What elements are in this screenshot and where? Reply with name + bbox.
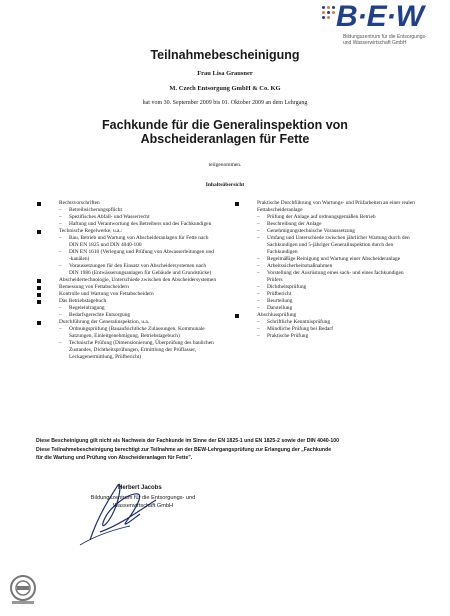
contents-text: Beurteilung: [267, 298, 293, 304]
dash-bullet-icon: –: [59, 263, 62, 269]
contents-item: [37, 298, 217, 305]
contents-text: Abscheidertechnologie, Unterschiede zwischen den Abscheidersystemen: [59, 277, 217, 283]
dash-bullet-icon: –: [257, 333, 260, 339]
square-bullet-icon: [37, 300, 41, 304]
contents-right-column: [235, 200, 420, 340]
contents-text: Darstellung: [267, 305, 293, 311]
contents-text: Arbeitssicherheitsmaßnahmen: [267, 263, 333, 269]
contents-text: Kontrolle und Wartung von Fettabscheidern: [59, 291, 154, 297]
contents-text: Beschreibung der Anlage: [267, 221, 322, 227]
contents-subitem: [235, 326, 420, 333]
contents-subitem: [37, 221, 217, 228]
contents-text: Bau, Betrieb und Wartung von Abscheideranlagen für Fette nach DIN EN 1825 und DIN 4040-100: [69, 235, 209, 248]
statement-line: Diese Teilnahmebescheinigung berechtigt zur Teilnahme an der BEW-Lehrgangsprüfung zur Erlangung der „Fachkunde: [36, 446, 332, 453]
logo-tagline: Bildungszentrum für die Entsorgungs- und Wasserwirtschaft GmbH: [343, 34, 427, 46]
contents-text: DIN EN 1610 (Verlegung und Prüfung von Abwasserleitungen und -kanälen): [69, 249, 214, 262]
contents-subitem: [235, 291, 420, 298]
dash-bullet-icon: –: [59, 340, 62, 346]
dash-bullet-icon: –: [257, 263, 260, 269]
contents-left-column: [37, 200, 217, 361]
contents-subitem: [235, 270, 420, 284]
contents-subitem: [37, 340, 217, 361]
contents-subitem: [235, 284, 420, 291]
contents-subitem: [37, 249, 217, 263]
dash-bullet-icon: –: [257, 326, 260, 332]
contents-text: Prüfbericht: [267, 291, 292, 297]
signer-name: Herbert Jacobs: [118, 485, 162, 491]
contents-item: [37, 228, 217, 235]
statement-line: für die Wartung und Prüfung von Abscheideranlagen für Fette".: [36, 455, 193, 461]
course-title: Fachkunde für die Generalinspektion von Abscheideranlagen für Fette: [102, 118, 348, 146]
dash-bullet-icon: –: [59, 326, 62, 332]
contents-subitem: [235, 319, 420, 326]
contents-item: [235, 200, 420, 214]
contents-text: Technische Prüfung (Dimensionierung, Überprüfung des baulichen Zustandes, Dichtheitsprüfungen, Ermittlung der Prüflasser, Leckagenermittlung, Prüfbericht): [69, 340, 214, 360]
contents-text: Bedarfsgerechte Entsorgung: [69, 312, 131, 318]
square-bullet-icon: [235, 314, 239, 318]
square-bullet-icon: [37, 279, 41, 283]
contents-subitem: [235, 228, 420, 235]
bew-logo: B·E·W: [336, 0, 424, 33]
contents-text: Praktische Durchführung von Wartungs- und Prüfarbeiten an einer realen Fettabscheideranlage: [257, 200, 415, 213]
contents-item: [37, 277, 217, 284]
contents-text: Spezifisches Abfall- und Wasserrecht: [69, 214, 150, 220]
contents-text: Durchführung der Generalinspektion, u.a.: [59, 319, 150, 325]
dash-bullet-icon: –: [59, 312, 62, 318]
square-bullet-icon: [37, 286, 41, 290]
contents-subitem: [37, 263, 217, 277]
contents-text: Technische Regelwerke, u.a.:: [59, 228, 123, 234]
legal-statement: [36, 437, 426, 463]
contents-subitem: [37, 312, 217, 319]
dash-bullet-icon: –: [257, 214, 260, 220]
contents-subitem: [235, 256, 420, 263]
square-bullet-icon: [235, 202, 239, 206]
contents-text: Praktische Prüfung: [267, 333, 309, 339]
contents-subitem: [235, 298, 420, 305]
dash-bullet-icon: –: [257, 270, 260, 276]
contents-heading: Inhaltsübersicht: [205, 182, 245, 188]
contents-text: Regeleintragung: [69, 305, 105, 311]
square-bullet-icon: [37, 293, 41, 297]
participant-company: M. Czech Entsorgung GmbH & Co. KG: [169, 85, 281, 92]
dash-bullet-icon: –: [257, 298, 260, 304]
contents-subitem: [235, 305, 420, 312]
dash-bullet-icon: –: [59, 249, 62, 255]
participated-text: teilgenommen.: [208, 162, 242, 168]
participant-name: Frau Lisa Grausner: [197, 70, 253, 77]
statement-line: Diese Bescheinigung gilt nicht als Nachweis der Fachkunde im Sinne der EN 1825-1 und EN 1825-2 sowie der DIN 4040-100: [36, 438, 339, 444]
square-bullet-icon: [37, 321, 41, 325]
contents-text: Regelmäßige Reinigung und Wartung einer Abscheideranlage: [267, 256, 401, 262]
contents-subitem: [37, 214, 217, 221]
contents-text: Abschlussprüfung: [257, 312, 297, 318]
handwritten-signature: [60, 470, 180, 550]
contents-text: Umfang und Unterschiede zwischen jährlicher Wartung durch den Sachkundigen und 5-jähriger Generalinspektion durch den Fachkundigen: [267, 235, 410, 255]
contents-text: Vorstellung der Ausrüstung eines sach- und eines fachkundigen Prüfers: [267, 270, 404, 283]
contents-text: Dichtheitsprüfung: [267, 284, 307, 290]
contents-subitem: [37, 326, 217, 340]
contents-text: Das Betriebstagebuch: [59, 298, 107, 304]
contents-subitem: [235, 263, 420, 270]
dash-bullet-icon: –: [257, 221, 260, 227]
attendance-dates: hat vom 30. September 2009 bis 01. Oktober 2009 an dem Lehrgang: [142, 100, 308, 106]
contents-text: Mündliche Prüfung bei Bedarf: [267, 326, 334, 332]
contents-subitem: [37, 235, 217, 249]
dash-bullet-icon: –: [257, 256, 260, 262]
contents-item: [37, 200, 217, 207]
dash-bullet-icon: –: [257, 305, 260, 311]
contents-subitem: [235, 221, 420, 228]
contents-text: Prüfung der Anlage auf ordnungsgemäßen Betrieb: [267, 214, 376, 220]
dash-bullet-icon: –: [257, 291, 260, 297]
contents-text: Bemessung von Fettabscheidern: [59, 284, 129, 290]
contents-subitem: [235, 235, 420, 256]
dash-bullet-icon: –: [59, 235, 62, 241]
contents-text: Haftung und Verantwortung des Betreibers und des Fachkundigen: [69, 221, 212, 227]
signer-organization: Bildungszentrum für die Entsorgungs- und Wasserwirtschaft GmbH: [90, 495, 196, 509]
certificate-title: Teilnahmebescheinigung: [150, 48, 300, 62]
dash-bullet-icon: –: [59, 207, 62, 213]
contents-text: Rechtsvorschriften: [59, 200, 100, 206]
contents-item: [235, 312, 420, 319]
square-bullet-icon: [37, 202, 41, 206]
dash-bullet-icon: –: [59, 214, 62, 220]
contents-item: [37, 291, 217, 298]
contents-subitem: [37, 305, 217, 312]
dash-bullet-icon: –: [257, 284, 260, 290]
contents-text: Ordnungsprüfung (Bauaufsichtliche Zulassungen, Kommunale Satzungen, Einleitgenehmigung, Betriebstagebuch): [69, 326, 205, 339]
contents-text: Schriftliche Kenntnisprüfung: [267, 319, 331, 325]
certification-seal-icon: [8, 574, 38, 606]
contents-item: [37, 319, 217, 326]
square-bullet-icon: [37, 230, 41, 234]
contents-subitem: [235, 214, 420, 221]
dash-bullet-icon: –: [257, 319, 260, 325]
dash-bullet-icon: –: [257, 235, 260, 241]
dash-bullet-icon: –: [59, 221, 62, 227]
contents-text: Betreibsicherungspflicht: [69, 207, 122, 213]
contents-subitem: [235, 333, 420, 340]
contents-text: Voraussetzungen für den Einsatz von Abscheidersystemen nach DIN 1986 (Entwässerungsanlagen für Gebäude und Grundstücke): [69, 263, 212, 276]
contents-item: [37, 284, 217, 291]
dash-bullet-icon: –: [59, 305, 62, 311]
contents-text: Genehmigungstechnische Voraussetzung: [267, 228, 355, 234]
contents-subitem: [37, 207, 217, 214]
dash-bullet-icon: –: [257, 228, 260, 234]
